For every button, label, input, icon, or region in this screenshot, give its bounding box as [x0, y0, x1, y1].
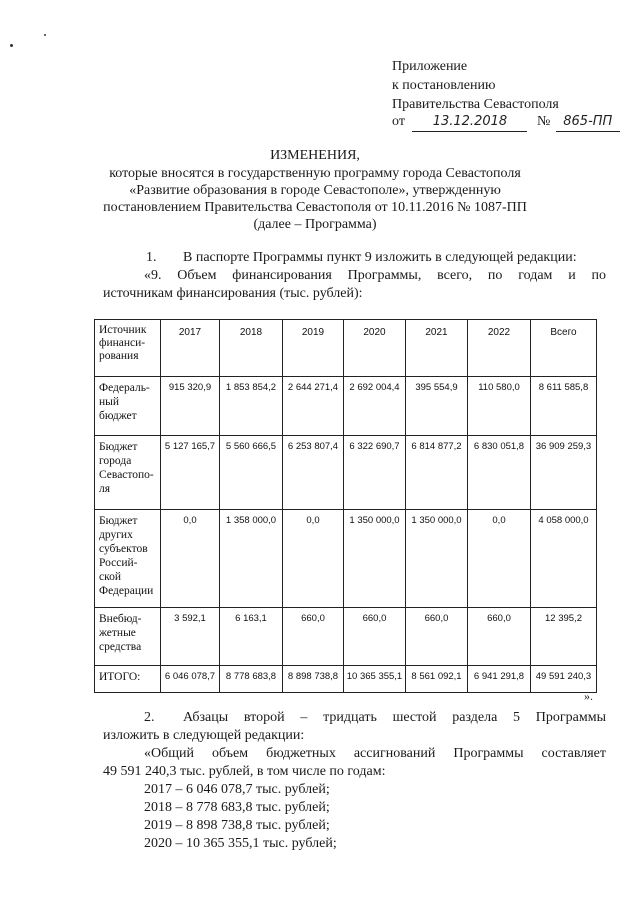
row-source: ИТОГО:	[95, 666, 161, 693]
row-source: Бюджет города Севастопо-ля	[95, 436, 161, 510]
number-prefix: №	[536, 114, 551, 129]
column-header: 2021	[406, 320, 468, 377]
row-source: Федераль-ный бюджет	[95, 377, 161, 436]
table-cell: 660,0	[283, 608, 344, 666]
title-heading: ИЗМЕНЕНИЯ,	[270, 148, 360, 163]
table-cell: 915 320,9	[161, 377, 220, 436]
table-cell: 1 358 000,0	[220, 510, 283, 608]
column-header: 2019	[283, 320, 344, 377]
column-header: 2017	[161, 320, 220, 377]
item1-text: В паспорте Программы пункт 9 изложить в следующей редакции:	[183, 250, 577, 265]
date-prefix: от	[392, 114, 405, 129]
column-header: 2020	[344, 320, 406, 377]
table-cell: 49 591 240,3	[531, 666, 597, 693]
item2-text-line-2: изложить в следующей редакции:	[103, 728, 305, 743]
table-row	[95, 510, 597, 608]
title-line-3: постановлением Правительства Севастополя от 10.11.2016 № 1087-ПП	[103, 200, 527, 215]
row-source: Бюджет других субъектов Россий-ской Федерации	[95, 510, 161, 608]
table-cell: 6 830 051,8	[468, 436, 531, 510]
title-line-1: которые вносятся в государственную программу города Севастополя	[109, 166, 521, 181]
table-cell: 0,0	[283, 510, 344, 608]
table-cell: 660,0	[406, 608, 468, 666]
item2-quote-line-1: «Общий объем бюджетных ассигнований Программы составляет	[144, 746, 606, 761]
table-row-total	[95, 666, 597, 693]
table-row	[95, 436, 597, 510]
table-row	[95, 377, 597, 436]
row-source: Внебюд-жетные средства	[95, 608, 161, 666]
table-cell: 8 778 683,8	[220, 666, 283, 693]
item1-number: 1.	[146, 250, 157, 265]
header-appendix: Приложение	[392, 59, 468, 74]
year-line: 2018 – 8 778 683,8 тыс. рублей;	[144, 800, 330, 815]
table-header-row	[95, 320, 597, 377]
header-date-line	[392, 113, 620, 132]
table-cell: 36 909 259,3	[531, 436, 597, 510]
table-cell: 110 580,0	[468, 377, 531, 436]
table-cell: 10 365 355,1	[344, 666, 406, 693]
table-cell: 660,0	[344, 608, 406, 666]
item1-quote-line-1: «9. Объем финансирования Программы, всего, по годам и по	[144, 268, 606, 283]
table-cell: 0,0	[161, 510, 220, 608]
item1-quote-line-2: источникам финансирования (тыс. рублей):	[103, 286, 363, 301]
table-cell: 6 322 690,7	[344, 436, 406, 510]
table-cell: 3 592,1	[161, 608, 220, 666]
column-header: Всего	[531, 320, 597, 377]
table-cell: 8 898 738,8	[283, 666, 344, 693]
scan-speck	[10, 44, 13, 47]
column-header: 2022	[468, 320, 531, 377]
date-underline	[412, 113, 527, 132]
year-line: 2017 – 6 046 078,7 тыс. рублей;	[144, 782, 330, 797]
table-cell: 0,0	[468, 510, 531, 608]
table-cell: 1 350 000,0	[344, 510, 406, 608]
table-row	[95, 608, 597, 666]
table-cell: 1 350 000,0	[406, 510, 468, 608]
table-cell: 660,0	[468, 608, 531, 666]
table-cell: 8 561 092,1	[406, 666, 468, 693]
item2-text-line-1: Абзацы второй – тридцать шестой раздела 5 Программы	[183, 710, 606, 725]
header-government: Правительства Севастополя	[392, 97, 559, 112]
table-cell: 6 814 877,2	[406, 436, 468, 510]
year-line: 2020 – 10 365 355,1 тыс. рублей;	[144, 836, 337, 851]
handwritten-number: 865-ПП	[563, 114, 613, 129]
table-cell: 2 692 004,4	[344, 377, 406, 436]
number-underline	[556, 113, 620, 132]
item2-number: 2.	[144, 710, 155, 725]
table-cell: 1 853 854,2	[220, 377, 283, 436]
handwritten-date: 13.12.2018	[432, 114, 508, 129]
table-cell: 395 554,9	[406, 377, 468, 436]
year-line: 2019 – 8 898 738,8 тыс. рублей;	[144, 818, 330, 833]
table-cell: 4 058 000,0	[531, 510, 597, 608]
table-cell: 5 127 165,7	[161, 436, 220, 510]
title-line-2: «Развитие образования в городе Севастополе», утвержденную	[129, 183, 501, 198]
table-cell: 2 644 271,4	[283, 377, 344, 436]
table-cell: 6 253 807,4	[283, 436, 344, 510]
column-header: 2018	[220, 320, 283, 377]
header-to-resolution: к постановлению	[392, 78, 496, 93]
table-cell: 6 941 291,8	[468, 666, 531, 693]
table-cell: 8 611 585,8	[531, 377, 597, 436]
item2-quote-line-2: 49 591 240,3 тыс. рублей, в том числе по годам:	[103, 764, 386, 779]
table-cell: 5 560 666,5	[220, 436, 283, 510]
scan-speck	[44, 34, 46, 36]
financing-table	[94, 319, 597, 693]
table-cell: 12 395,2	[531, 608, 597, 666]
table-cell: 6 163,1	[220, 608, 283, 666]
table-cell: 6 046 078,7	[161, 666, 220, 693]
table-corner-cell: Источник финанси-рования	[95, 320, 161, 377]
table-closing-quote: ».	[584, 689, 593, 703]
title-line-4: (далее – Программа)	[253, 217, 377, 232]
